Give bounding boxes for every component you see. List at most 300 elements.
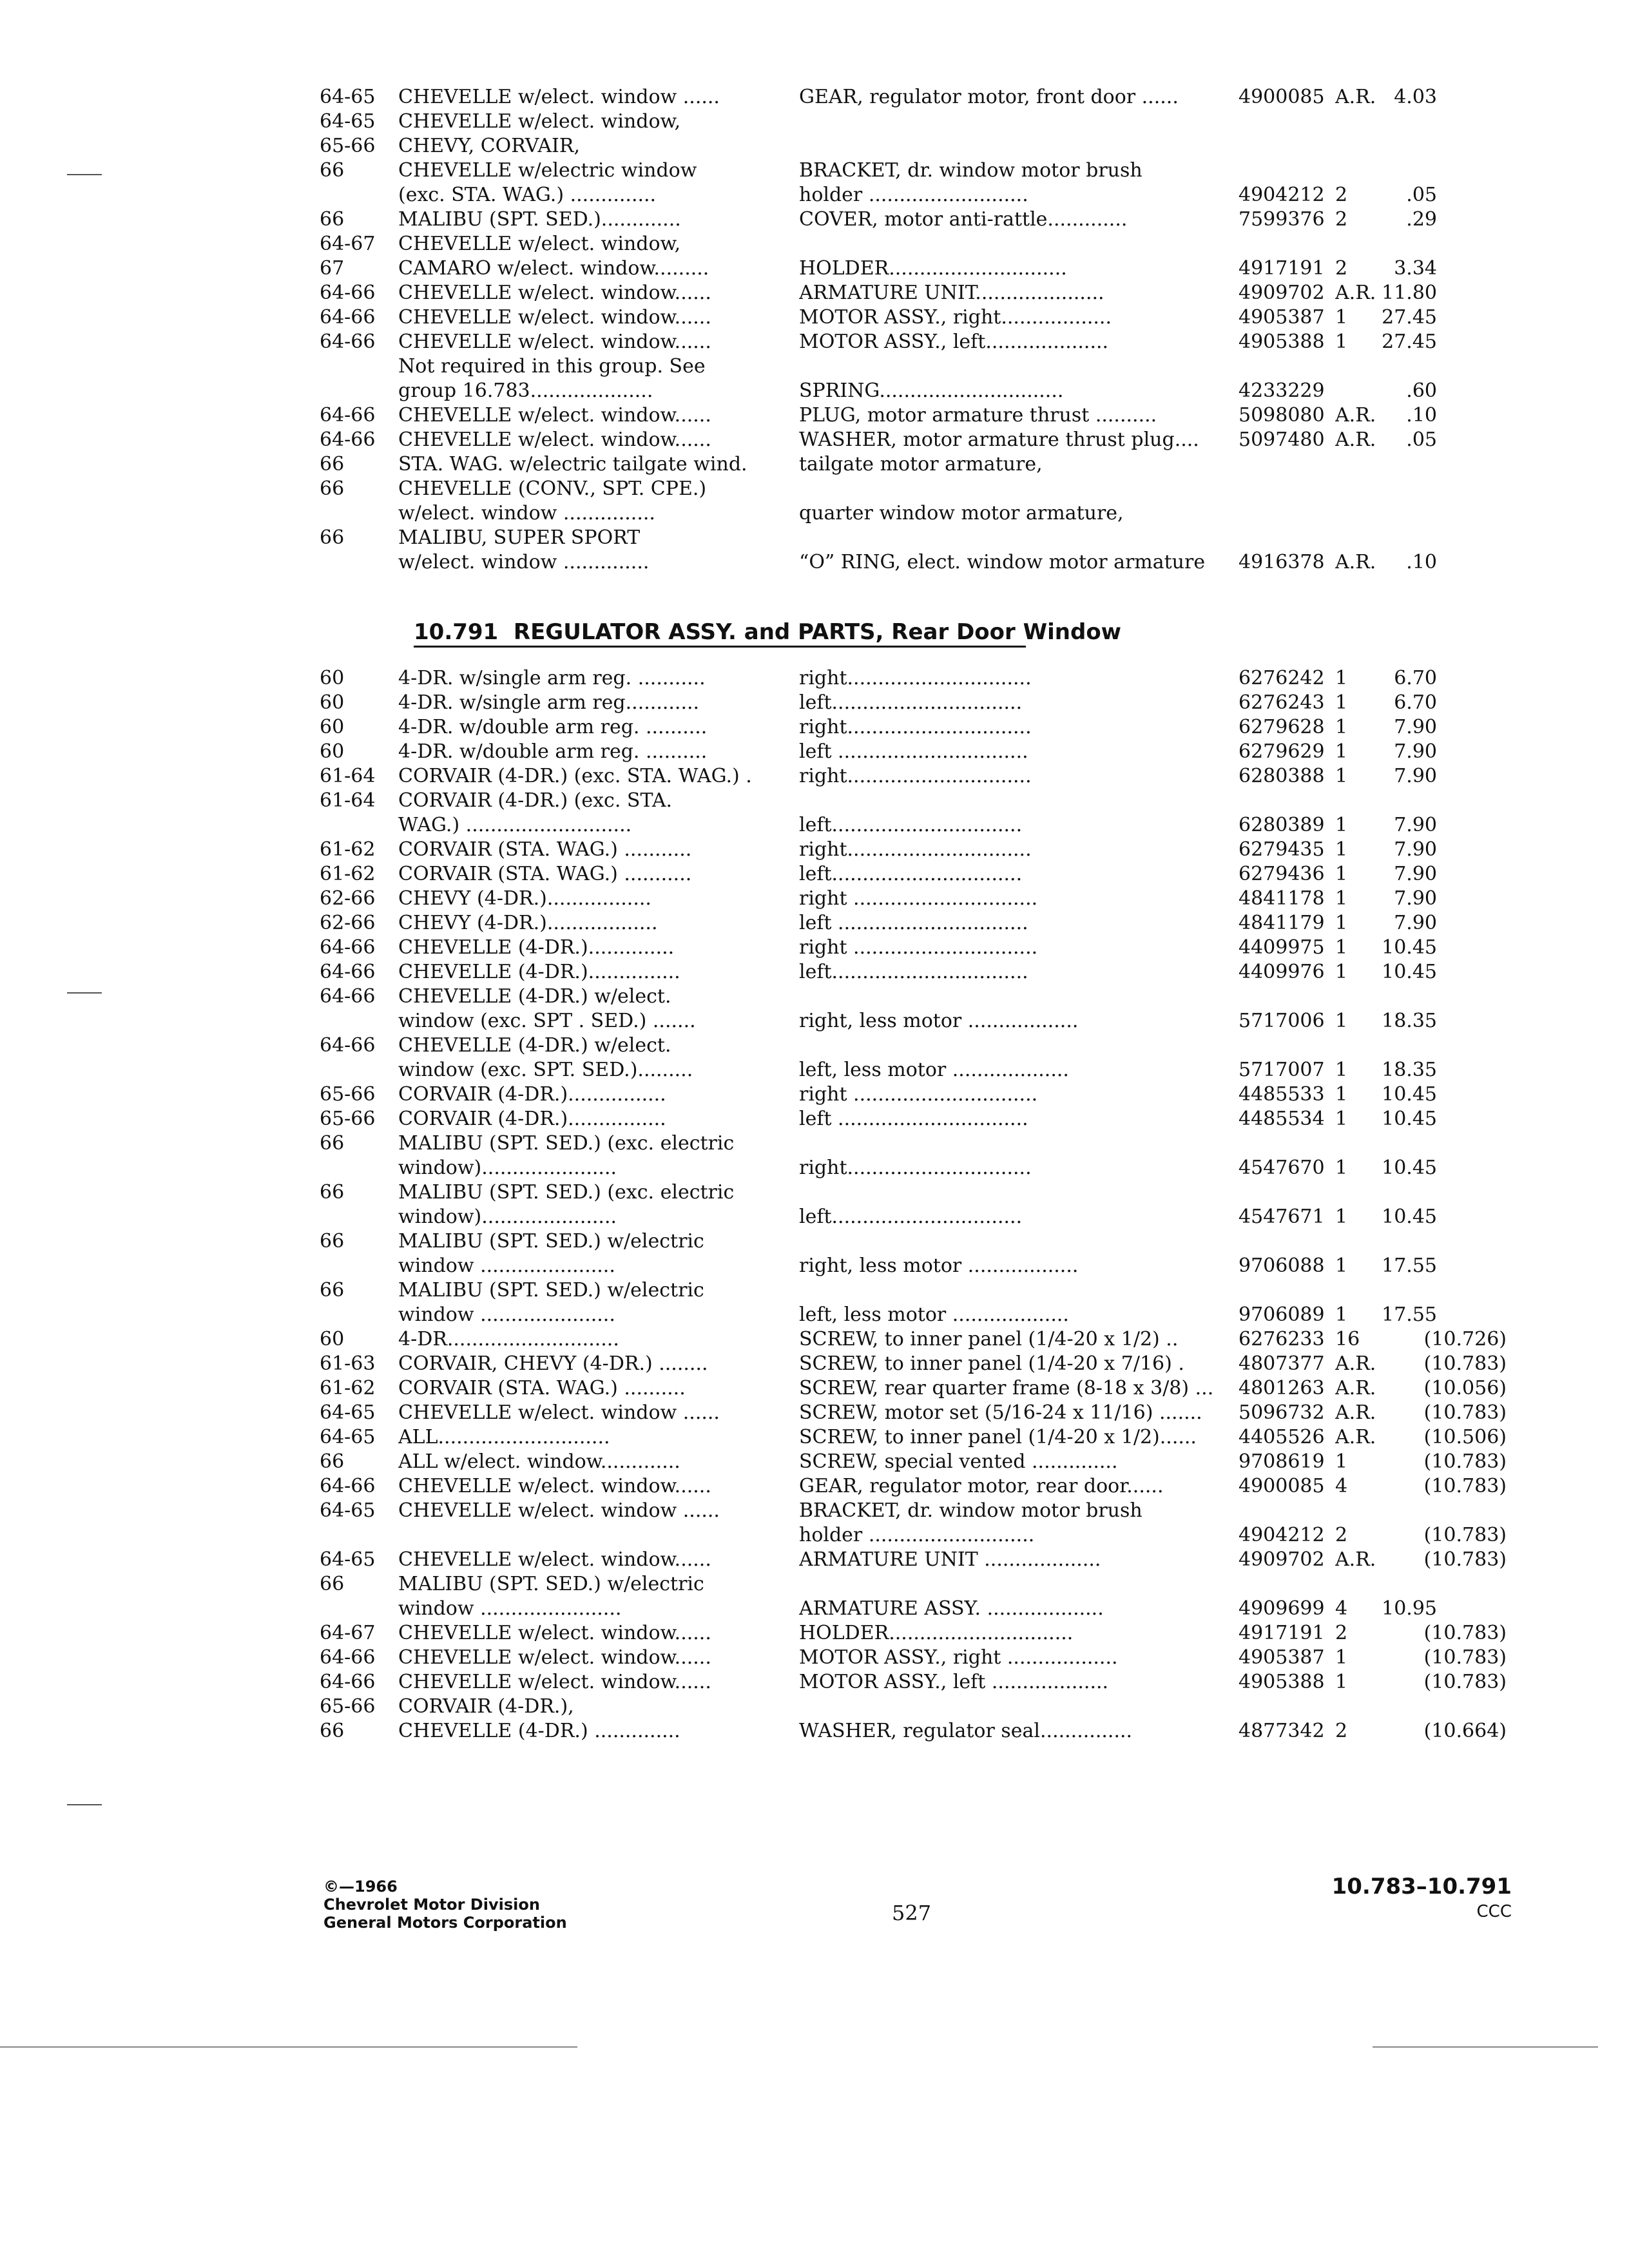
model-description: CORVAIR (4-DR.) (exc. STA. WAG.) . — [398, 765, 752, 787]
list-price: 7.90 — [1394, 814, 1437, 836]
part-entry-row — [0, 715, 1629, 740]
part-description: HOLDER............................. — [799, 257, 1067, 280]
list-price: .60 — [1406, 380, 1437, 402]
part-number: 4900085 — [1239, 1475, 1325, 1497]
model-year: 61-64 — [320, 765, 376, 787]
part-number: 4405526 — [1239, 1426, 1325, 1448]
model-year: 60 — [320, 740, 345, 763]
part-entry-row — [0, 526, 1629, 550]
part-description: MOTOR ASSY., left.................... — [799, 331, 1109, 353]
model-year: 64-66 — [320, 404, 376, 427]
model-description: CORVAIR (4-DR.)................ — [398, 1108, 666, 1130]
model-year: 62-66 — [320, 887, 376, 910]
part-number: 5096732 — [1239, 1401, 1325, 1424]
section-heading — [414, 619, 1121, 646]
quantity: 2 — [1335, 1622, 1348, 1644]
list-price: 6.70 — [1394, 691, 1437, 714]
model-description: CHEVELLE w/elect. window...... — [398, 306, 711, 329]
part-entry-row — [0, 1572, 1629, 1597]
part-entry-row — [0, 1229, 1629, 1254]
model-description: window)...................... — [398, 1206, 617, 1228]
model-year: 64-65 — [320, 1548, 376, 1571]
part-entry-row — [0, 1352, 1629, 1376]
quantity: 1 — [1335, 306, 1348, 329]
model-year: 66 — [320, 526, 345, 549]
scan-edge-line — [1373, 2046, 1598, 2048]
group-reference: (10.506) — [1423, 1426, 1507, 1448]
copyright: ©—1966 — [323, 1878, 398, 1896]
model-year: 66 — [320, 1230, 345, 1253]
part-number: 9708619 — [1239, 1450, 1325, 1473]
model-year: 66 — [320, 208, 345, 231]
list-price: 18.35 — [1382, 1010, 1437, 1032]
part-entry-row — [0, 813, 1629, 838]
quantity: 1 — [1335, 863, 1348, 885]
model-description: CAMARO w/elect. window......... — [398, 257, 709, 280]
group-reference: (10.783) — [1423, 1450, 1507, 1473]
part-number: 4909702 — [1239, 282, 1325, 304]
group-reference: (10.783) — [1423, 1671, 1507, 1693]
part-number: 4841179 — [1239, 912, 1325, 934]
list-price: .05 — [1406, 184, 1437, 206]
model-year: 61-62 — [320, 1377, 376, 1399]
part-description: holder .......................... — [799, 184, 1028, 206]
part-number: 4904212 — [1239, 1524, 1325, 1546]
part-entry-row — [0, 232, 1629, 256]
quantity: 1 — [1335, 765, 1348, 787]
quantity: 2 — [1335, 1524, 1348, 1546]
part-description: left............................... — [799, 814, 1023, 836]
part-description: WASHER, motor armature thrust plug.... — [799, 428, 1199, 451]
model-year: 66 — [320, 159, 345, 182]
model-year: 61-64 — [320, 789, 376, 812]
list-price: 3.34 — [1394, 257, 1437, 280]
part-entry-row — [0, 887, 1629, 911]
part-number: 6276243 — [1239, 691, 1325, 714]
model-description: ALL w/elect. window............. — [398, 1450, 680, 1473]
quantity: 2 — [1335, 1720, 1348, 1742]
part-entry-row — [0, 740, 1629, 764]
part-number: 4904212 — [1239, 184, 1325, 206]
group-reference: (10.783) — [1423, 1548, 1507, 1571]
part-description: left, less motor ................... — [799, 1059, 1069, 1081]
part-description: GEAR, regulator motor, front door ...... — [799, 86, 1179, 108]
part-description: right .............................. — [799, 887, 1038, 910]
model-year: 60 — [320, 691, 345, 714]
part-description: right, less motor .................. — [799, 1010, 1079, 1032]
model-description: CORVAIR (4-DR.)................ — [398, 1083, 666, 1106]
group-reference: (10.783) — [1423, 1622, 1507, 1644]
part-entry-row — [0, 691, 1629, 715]
part-number: 4917191 — [1239, 1622, 1325, 1644]
list-price: .29 — [1406, 208, 1437, 231]
list-price: 7.90 — [1394, 716, 1437, 738]
part-entry-row — [0, 1376, 1629, 1401]
list-price: 17.55 — [1382, 1303, 1437, 1326]
quantity: 2 — [1335, 257, 1348, 280]
model-description: CORVAIR (STA. WAG.) .......... — [398, 1377, 686, 1399]
list-price: 10.45 — [1382, 1108, 1437, 1130]
list-price: 10.95 — [1382, 1597, 1437, 1620]
quantity: 4 — [1335, 1475, 1348, 1497]
list-price: 10.45 — [1382, 1206, 1437, 1228]
section-title-text: REGULATOR ASSY. and PARTS, Rear Door Window — [513, 619, 1122, 645]
model-description: CORVAIR (STA. WAG.) ........... — [398, 838, 692, 861]
model-description: CORVAIR, CHEVY (4-DR.) ........ — [398, 1352, 708, 1375]
part-entry-row — [0, 207, 1629, 232]
list-price: 7.90 — [1394, 887, 1437, 910]
quantity: 16 — [1335, 1328, 1360, 1350]
part-number: 6279436 — [1239, 863, 1325, 885]
part-description: PLUG, motor armature thrust .......... — [799, 404, 1157, 427]
part-entry-row — [0, 477, 1629, 501]
model-description: MALIBU (SPT. SED.) w/electric — [398, 1230, 704, 1253]
quantity: 1 — [1335, 912, 1348, 934]
model-description: CORVAIR (STA. WAG.) ........... — [398, 863, 692, 885]
quantity: A.R. — [1335, 1548, 1376, 1571]
part-entry-row — [0, 1205, 1629, 1229]
model-year: 65-66 — [320, 1695, 376, 1718]
part-description: “O” RING, elect. window motor armature — [799, 551, 1206, 573]
part-number: 4807377 — [1239, 1352, 1325, 1375]
part-entry-row — [0, 911, 1629, 936]
model-description: CHEVELLE w/elect. window ...... — [398, 86, 720, 108]
model-description: CORVAIR (4-DR.) (exc. STA. — [398, 789, 673, 812]
scan-edge-line — [0, 2046, 577, 2048]
model-description: CHEVELLE (4-DR.) w/elect. — [398, 985, 671, 1008]
quantity: A.R. — [1335, 86, 1376, 108]
model-year: 64-66 — [320, 331, 376, 353]
model-year: 64-66 — [320, 1646, 376, 1669]
part-description: right.............................. — [799, 716, 1032, 738]
model-year: 65-66 — [320, 1108, 376, 1130]
quantity: 1 — [1335, 887, 1348, 910]
punch-mark — [67, 992, 102, 994]
part-number: 4409975 — [1239, 936, 1325, 959]
list-price: .10 — [1406, 551, 1437, 573]
quantity: 1 — [1335, 1254, 1348, 1277]
part-number: 4916378 — [1239, 551, 1325, 573]
model-year: 64-66 — [320, 1475, 376, 1497]
model-description: MALIBU (SPT. SED.) (exc. electric — [398, 1181, 735, 1204]
part-description: SCREW, to inner panel (1/4-20 x 7/16) . — [799, 1352, 1184, 1375]
group-reference: (10.783) — [1423, 1524, 1507, 1546]
part-number: 4485533 — [1239, 1083, 1325, 1106]
part-number: 4233229 — [1239, 380, 1325, 402]
list-price: 10.45 — [1382, 1083, 1437, 1106]
part-entry-row — [0, 1523, 1629, 1548]
model-description: w/elect. window .............. — [398, 551, 650, 573]
part-entry-row — [0, 428, 1629, 452]
part-number: 9706088 — [1239, 1254, 1325, 1277]
part-entry-row — [0, 789, 1629, 813]
model-description: CHEVELLE w/elect. window ...... — [398, 1401, 720, 1424]
part-description: HOLDER.............................. — [799, 1622, 1074, 1644]
model-year: 64-66 — [320, 282, 376, 304]
quantity: 1 — [1335, 1108, 1348, 1130]
part-description: right.............................. — [799, 765, 1032, 787]
part-description: left ............................... — [799, 1108, 1028, 1130]
part-entry-row — [0, 501, 1629, 526]
model-description: CHEVELLE w/elect. window...... — [398, 1622, 711, 1644]
quantity: 1 — [1335, 1157, 1348, 1179]
list-price: 10.45 — [1382, 1157, 1437, 1179]
part-description: SCREW, motor set (5/16-24 x 11/16) ....... — [799, 1401, 1202, 1424]
part-description: MOTOR ASSY., right .................. — [799, 1646, 1118, 1669]
quantity: 1 — [1335, 716, 1348, 738]
corporation-name: General Motors Corporation — [323, 1914, 567, 1932]
part-entry-row — [0, 134, 1629, 159]
quantity: 1 — [1335, 936, 1348, 959]
model-year: 62-66 — [320, 912, 376, 934]
quantity: A.R. — [1335, 1377, 1376, 1399]
part-number: 4909699 — [1239, 1597, 1325, 1620]
model-year: 64-66 — [320, 1034, 376, 1057]
model-year: 64-66 — [320, 936, 376, 959]
part-entry-row — [0, 1180, 1629, 1205]
model-description: window)...................... — [398, 1157, 617, 1179]
quantity: A.R. — [1335, 404, 1376, 427]
part-entry-row — [0, 1695, 1629, 1719]
model-description: 4-DR. w/single arm reg............ — [398, 691, 700, 714]
list-price: 27.45 — [1382, 331, 1437, 353]
model-year: 65-66 — [320, 1083, 376, 1106]
part-description: MOTOR ASSY., right.................. — [799, 306, 1112, 329]
part-description: right.............................. — [799, 1157, 1032, 1179]
list-price: 18.35 — [1382, 1059, 1437, 1081]
part-description: ARMATURE ASSY. ................... — [799, 1597, 1104, 1620]
model-year: 64-66 — [320, 428, 376, 451]
part-description: ARMATURE UNIT ................... — [799, 1548, 1101, 1571]
model-year: 61-62 — [320, 838, 376, 861]
model-year: 60 — [320, 1328, 345, 1350]
part-number: 6279628 — [1239, 716, 1325, 738]
model-description: 4-DR. w/double arm reg. .......... — [398, 716, 708, 738]
model-description: (exc. STA. WAG.) .............. — [398, 184, 657, 206]
model-description: CHEVELLE (4-DR.) .............. — [398, 1720, 680, 1742]
model-description: CHEVELLE w/elect. window, — [398, 110, 681, 133]
group-reference: (10.664) — [1423, 1720, 1507, 1742]
model-year: 66 — [320, 1181, 345, 1204]
model-year: 64-65 — [320, 86, 376, 108]
part-description: BRACKET, dr. window motor brush — [799, 159, 1142, 182]
part-description: right .............................. — [799, 936, 1038, 959]
part-description: SCREW, rear quarter frame (8-18 x 3/8) ... — [799, 1377, 1214, 1399]
part-number: 4917191 — [1239, 257, 1325, 280]
group-range: 10.783–10.791 — [1331, 1874, 1512, 1899]
model-year: 64-65 — [320, 1426, 376, 1448]
quantity: 1 — [1335, 1671, 1348, 1693]
model-year: 66 — [320, 1132, 345, 1155]
list-price: 17.55 — [1382, 1254, 1437, 1277]
model-year: 60 — [320, 716, 345, 738]
model-year: 66 — [320, 1450, 345, 1473]
part-entry-row — [0, 1156, 1629, 1180]
quantity: 1 — [1335, 667, 1348, 689]
part-description: left................................ — [799, 961, 1028, 983]
part-number: 5098080 — [1239, 404, 1325, 427]
model-description: WAG.) ........................... — [398, 814, 632, 836]
part-entry-row — [0, 1401, 1629, 1425]
part-entry-row — [0, 1621, 1629, 1646]
part-entry-row — [0, 330, 1629, 354]
part-number: 4905388 — [1239, 1671, 1325, 1693]
model-year: 64-65 — [320, 110, 376, 133]
part-entry-row — [0, 1425, 1629, 1450]
model-year: 64-66 — [320, 961, 376, 983]
model-year: 67 — [320, 257, 345, 280]
model-description: CHEVELLE w/elect. window...... — [398, 282, 711, 304]
part-description: WASHER, regulator seal............... — [799, 1720, 1133, 1742]
part-entry-row — [0, 354, 1629, 379]
quantity: 2 — [1335, 184, 1348, 206]
list-price: 6.70 — [1394, 667, 1437, 689]
model-description: CHEVELLE w/elect. window...... — [398, 1671, 711, 1693]
model-description: w/elect. window ............... — [398, 502, 655, 524]
part-description: left............................... — [799, 863, 1023, 885]
model-description: CHEVELLE w/elect. window...... — [398, 1646, 711, 1669]
model-year: 65-66 — [320, 135, 376, 157]
quantity: 1 — [1335, 814, 1348, 836]
quantity: 1 — [1335, 1083, 1348, 1106]
model-year: 60 — [320, 667, 345, 689]
model-description: CHEVELLE (4-DR.) w/elect. — [398, 1034, 671, 1057]
part-entry-row — [0, 110, 1629, 134]
part-number: 7599376 — [1239, 208, 1325, 231]
part-entry-row — [0, 379, 1629, 403]
model-description: MALIBU (SPT. SED.) w/electric — [398, 1279, 704, 1302]
part-entry-row — [0, 85, 1629, 110]
part-entry-row — [0, 1107, 1629, 1131]
publisher-credit — [323, 1878, 567, 1932]
part-number: 4909702 — [1239, 1548, 1325, 1571]
part-entry-row — [0, 985, 1629, 1009]
model-description: CHEVY (4-DR.).................. — [398, 912, 658, 934]
model-description: CHEVELLE w/elect. window...... — [398, 331, 711, 353]
part-entry-row — [0, 1450, 1629, 1474]
part-description: left ............................... — [799, 912, 1028, 934]
model-year: 64-65 — [320, 1499, 376, 1522]
model-description: CHEVELLE w/elect. window...... — [398, 428, 711, 451]
model-year: 66 — [320, 1720, 345, 1742]
list-price: 7.90 — [1394, 838, 1437, 861]
part-entry-row — [0, 1646, 1629, 1670]
group-reference: (10.783) — [1423, 1401, 1507, 1424]
part-number: 6276242 — [1239, 667, 1325, 689]
quantity: A.R. — [1335, 428, 1376, 451]
part-entry-row — [0, 1327, 1629, 1352]
part-number: 6279435 — [1239, 838, 1325, 861]
part-entry-row — [0, 960, 1629, 985]
quantity: 1 — [1335, 838, 1348, 861]
part-description: right.............................. — [799, 838, 1032, 861]
quantity: 1 — [1335, 740, 1348, 763]
part-entry-row — [0, 1082, 1629, 1107]
model-year: 64-66 — [320, 1671, 376, 1693]
part-description: left ............................... — [799, 740, 1028, 763]
part-entry-row — [0, 550, 1629, 575]
part-description: quarter window motor armature, — [799, 502, 1124, 524]
part-entry-row — [0, 1499, 1629, 1523]
part-entry-row — [0, 305, 1629, 330]
model-year: 66 — [320, 477, 345, 500]
part-entry-row — [0, 936, 1629, 960]
part-number: 4547671 — [1239, 1206, 1325, 1228]
section-number: 10.791 — [414, 619, 499, 645]
part-description: left............................... — [799, 691, 1023, 714]
list-price: 27.45 — [1382, 306, 1437, 329]
part-description: SCREW, to inner panel (1/4-20 x 1/2)...... — [799, 1426, 1197, 1448]
model-year: 64-66 — [320, 306, 376, 329]
part-description: right, less motor .................. — [799, 1254, 1079, 1277]
quantity: 1 — [1335, 1206, 1348, 1228]
part-entry-row — [0, 452, 1629, 477]
quantity: 1 — [1335, 1059, 1348, 1081]
part-number: 6280389 — [1239, 814, 1325, 836]
list-price: 7.90 — [1394, 765, 1437, 787]
part-entry-row — [0, 1254, 1629, 1278]
quantity: 1 — [1335, 961, 1348, 983]
part-description: ARMATURE UNIT..................... — [799, 282, 1104, 304]
part-entry-row — [0, 1670, 1629, 1695]
model-year: 64-67 — [320, 233, 376, 255]
model-description: Not required in this group. See — [398, 355, 706, 378]
model-year: 64-66 — [320, 985, 376, 1008]
model-description: window ...................... — [398, 1254, 615, 1277]
punch-mark — [67, 1804, 102, 1805]
model-description: window ...................... — [398, 1303, 615, 1326]
quantity: 1 — [1335, 691, 1348, 714]
model-description: 4-DR. w/single arm reg. ........... — [398, 667, 706, 689]
model-description: MALIBU (SPT. SED.) w/electric — [398, 1573, 704, 1595]
model-description: MALIBU (SPT. SED.) (exc. electric — [398, 1132, 735, 1155]
list-price: .10 — [1406, 404, 1437, 427]
model-description: CHEVELLE (4-DR.)............... — [398, 961, 680, 983]
part-entry-row — [0, 183, 1629, 207]
catalog-code: CCC — [1476, 1902, 1512, 1921]
model-description: CHEVELLE w/elect. window...... — [398, 1475, 711, 1497]
model-description: MALIBU (SPT. SED.)............. — [398, 208, 681, 231]
part-entry-row — [0, 1058, 1629, 1082]
model-year: 66 — [320, 1279, 345, 1302]
part-number: 4877342 — [1239, 1720, 1325, 1742]
part-number: 6276233 — [1239, 1328, 1325, 1350]
part-description: SPRING.............................. — [799, 380, 1064, 402]
part-entry-row — [0, 1278, 1629, 1303]
list-price: 7.90 — [1394, 740, 1437, 763]
part-number: 5717007 — [1239, 1059, 1325, 1081]
part-number: 4485534 — [1239, 1108, 1325, 1130]
model-description: CHEVELLE (4-DR.).............. — [398, 936, 675, 959]
model-description: 4-DR. w/double arm reg. .......... — [398, 740, 708, 763]
part-entry-row — [0, 1033, 1629, 1058]
quantity: 1 — [1335, 1303, 1348, 1326]
model-year: 61-63 — [320, 1352, 376, 1375]
model-description: CHEVELLE w/elect. window, — [398, 233, 681, 255]
model-description: 4-DR............................ — [398, 1328, 619, 1350]
part-entry-row — [0, 281, 1629, 305]
list-price: 4.03 — [1394, 86, 1437, 108]
part-description: right .............................. — [799, 1083, 1038, 1106]
quantity: A.R. — [1335, 551, 1376, 573]
part-description: left............................... — [799, 1206, 1023, 1228]
part-entry-row — [0, 1009, 1629, 1033]
group-reference: (10.056) — [1423, 1377, 1507, 1399]
part-entry-row — [0, 1548, 1629, 1572]
part-number: 9706089 — [1239, 1303, 1325, 1326]
model-year: 64-65 — [320, 1401, 376, 1424]
part-entry-row — [0, 256, 1629, 281]
